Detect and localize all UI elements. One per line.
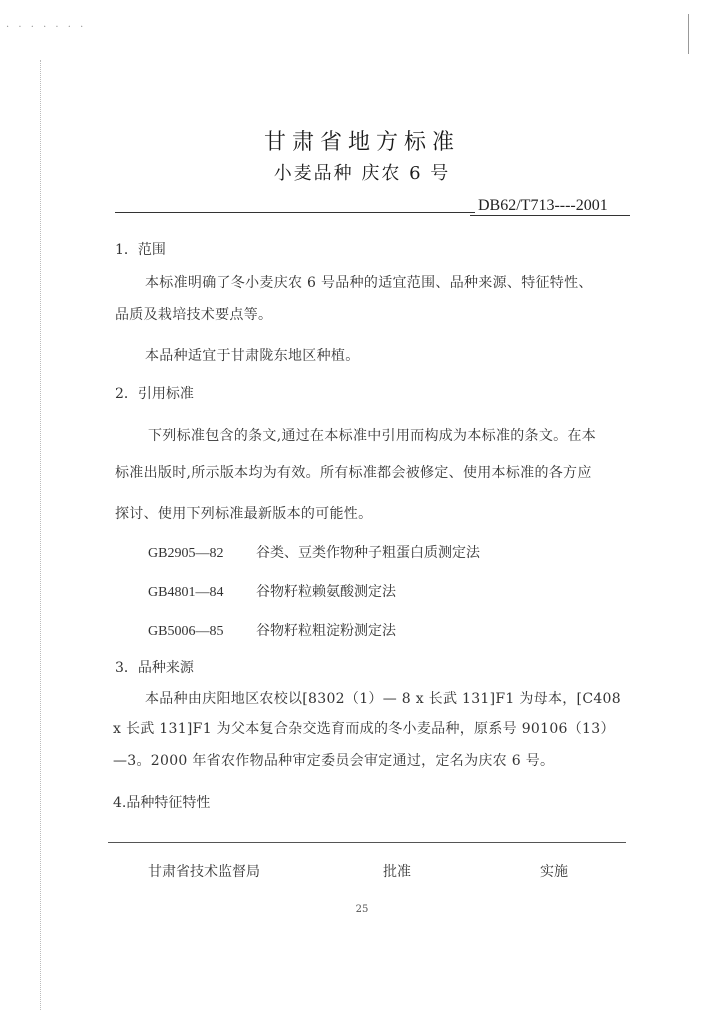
approve-label: 批准 (383, 864, 411, 880)
section-1-para2: 本品种适宜于甘肃陇东地区种植。 (145, 348, 360, 364)
scan-corner-dots: · · · · · · · (6, 22, 87, 33)
reference-standard-3 (148, 620, 396, 640)
section-3-para-line3: —3。2000 年省农作物品种审定委员会审定通过，定名为庆农 6 号。 (113, 753, 555, 769)
section-2-para-line1: 下列标准包含的条文,通过在本标准中引用而构成为本标准的条文。在本 (148, 428, 597, 444)
scan-left-edge (40, 60, 41, 1010)
document-subtitle: 小麦品种 庆农 6 号 (273, 163, 451, 184)
reference-standard-2 (148, 581, 396, 601)
section-3-heading: 3．品种来源 (115, 660, 194, 676)
section-3-para-line2: x 长武 131]F1 为父本复合杂交选育而成的冬小麦品种，原系号 90106（13） (113, 721, 615, 737)
reference-title: 谷物籽粒赖氨酸测定法 (256, 584, 396, 600)
page-number: 25 (355, 904, 369, 915)
section-2-para-line3: 探讨、使用下列标准最新版本的可能性。 (115, 506, 373, 522)
scan-right-edge (688, 14, 689, 54)
header-rule-left (115, 212, 475, 213)
reference-title: 谷物籽粒粗淀粉测定法 (256, 623, 396, 639)
header-rule-right (470, 215, 630, 216)
section-1-para1-line1: 本标准明确了冬小麦庆农 6 号品种的适宜范围、品种来源、特征特性、 (145, 275, 593, 291)
implement-label: 实施 (540, 864, 568, 880)
reference-code: GB5006—85 (148, 624, 224, 639)
document-title: 甘肃省地方标准 (263, 130, 460, 155)
reference-standard-1 (148, 542, 480, 562)
section-2-para-line2: 标准出版时,所示版本均为有效。所有标准都会被修定、使用本标准的各方应 (115, 465, 592, 481)
section-2-heading: 2．引用标准 (115, 386, 194, 402)
reference-code: GB2905—82 (148, 546, 224, 561)
issuer-label: 甘肃省技术监督局 (148, 864, 260, 880)
footer-rule (108, 842, 626, 843)
section-4-heading: 4.品种特征特性 (113, 795, 211, 811)
reference-title: 谷类、豆类作物种子粗蛋白质测定法 (256, 545, 480, 561)
section-1-heading: 1．范围 (115, 242, 166, 258)
section-1-para1-line2: 品质及栽培技术要点等。 (115, 307, 273, 323)
reference-code: GB4801—84 (148, 585, 224, 600)
standard-code: DB62/T713----2001 (478, 197, 608, 214)
section-3-para-line1: 本品种由庆阳地区农校以[8302（1）— 8 x 长武 131]F1 为母本，[C408 (145, 691, 621, 707)
